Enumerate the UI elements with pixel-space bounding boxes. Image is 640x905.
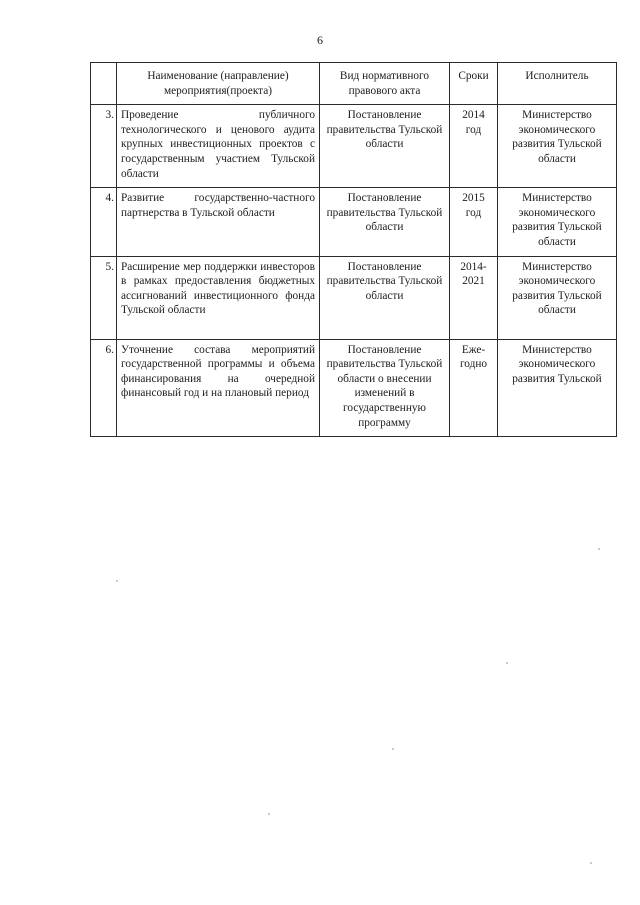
header-number-cell xyxy=(91,63,117,105)
scan-speck xyxy=(598,548,600,550)
row-act: Постановление правительства Тульской области о внесении изменений в государственную программу xyxy=(320,339,450,437)
scan-speck xyxy=(590,862,592,864)
table-row xyxy=(91,105,617,188)
row-executor: Министерство экономического развития Тульской xyxy=(498,339,617,437)
row-name: Развитие государственно-частного партнерства в Тульской области xyxy=(117,188,320,256)
row-number: 6. xyxy=(91,339,117,437)
table-row xyxy=(91,339,617,437)
row-term: 2014 год xyxy=(450,105,498,188)
scan-speck xyxy=(392,748,394,750)
table-row xyxy=(91,188,617,256)
row-executor: Министерство экономического развития Тульской области xyxy=(498,188,617,256)
row-executor: Министерство экономического развития Тульской области xyxy=(498,105,617,188)
row-number: 5. xyxy=(91,256,117,339)
row-term: 2015 год xyxy=(450,188,498,256)
row-name: Расширение мер поддержки инвесторов в рамках предоставления бюджетных ассигнований инвестиционного фонда Тульской области xyxy=(117,256,320,339)
header-term: Сроки xyxy=(450,63,498,105)
header-name: Наименование (направление) мероприятия(проекта) xyxy=(117,63,320,105)
row-term: Еже-годно xyxy=(450,339,498,437)
row-term: 2014-2021 xyxy=(450,256,498,339)
scan-speck xyxy=(116,580,118,582)
row-name: Проведение публичного технологического и ценового аудита крупных инвестиционных проектов с государственным участием Тульской области xyxy=(117,105,320,188)
row-number: 3. xyxy=(91,105,117,188)
header-executor: Исполнитель xyxy=(498,63,617,105)
row-act: Постановление правительства Тульской области xyxy=(320,256,450,339)
row-act: Постановление правительства Тульской области xyxy=(320,105,450,188)
scan-speck xyxy=(506,662,508,664)
page-number: 6 xyxy=(317,33,323,47)
row-name: Уточнение состава мероприятий государственной программы и объема финансирования на очередной финансовый год и на плановый период xyxy=(117,339,320,437)
scan-speck xyxy=(268,813,270,815)
header-act: Вид нормативного правового акта xyxy=(320,63,450,105)
measures-table xyxy=(90,62,617,437)
row-act: Постановление правительства Тульской области xyxy=(320,188,450,256)
table-header-row xyxy=(91,63,617,105)
row-number: 4. xyxy=(91,188,117,256)
table-row xyxy=(91,256,617,339)
row-executor: Министерство экономического развития Тульской области xyxy=(498,256,617,339)
